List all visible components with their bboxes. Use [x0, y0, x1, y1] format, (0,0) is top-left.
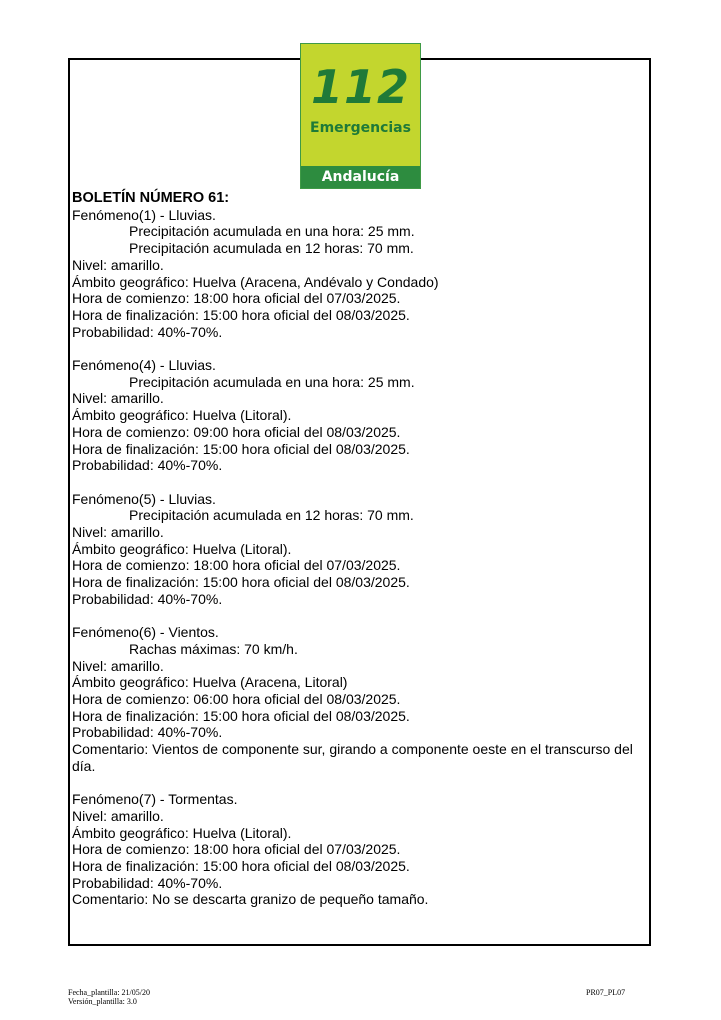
- phenomenon-probability: Probabilidad: 40%-70%.: [72, 457, 223, 474]
- phenomenon-end: Hora de finalización: 15:00 hora oficial del 08/03/2025.: [72, 858, 410, 875]
- phenomenon-start: Hora de comienzo: 06:00 hora oficial del 08/03/2025.: [72, 691, 401, 708]
- bulletin-body: [72, 190, 644, 908]
- logo-112-emergencias-andalucia: [300, 43, 421, 189]
- phenomenon-end: Hora de finalización: 15:00 hora oficial del 08/03/2025.: [72, 574, 410, 591]
- phenomenon-probability: Probabilidad: 40%-70%.: [72, 874, 223, 891]
- phenomenon-detail: Precipitación acumulada en una hora: 25 mm.: [129, 373, 415, 390]
- footer-template-info: [68, 988, 150, 1006]
- logo-region: Andalucía: [301, 166, 420, 188]
- footer-template-date: Fecha_plantilla: 21/05/20: [68, 988, 150, 997]
- phenomenon-scope: Ámbito geográfico: Huelva (Litoral).: [72, 540, 292, 557]
- phenomenon-comment: Comentario: No se descarta granizo de pequeño tamaño.: [72, 891, 429, 908]
- phenomenon-level: Nivel: amarillo.: [72, 390, 164, 407]
- phenomenon-end: Hora de finalización: 15:00 hora oficial del 08/03/2025.: [72, 440, 410, 457]
- phenomenon-end: Hora de finalización: 15:00 hora oficial del 08/03/2025.: [72, 306, 410, 323]
- phenomenon-start: Hora de comienzo: 18:00 hora oficial del 07/03/2025.: [72, 841, 401, 858]
- phenomenon-scope: Ámbito geográfico: Huelva (Aracena, Litoral): [72, 674, 348, 691]
- phenomenon-level: Nivel: amarillo.: [72, 657, 164, 674]
- phenomenon-detail: Precipitación acumulada en 12 horas: 70 mm.: [129, 507, 414, 524]
- phenomenon-title: Fenómeno(5) - Lluvias.: [72, 490, 216, 507]
- phenomenon-probability: Probabilidad: 40%-70%.: [72, 724, 223, 741]
- phenomenon-start: Hora de comienzo: 09:00 hora oficial del 08/03/2025.: [72, 423, 401, 440]
- logo-subtitle: Emergencias: [310, 120, 411, 136]
- phenomenon-scope: Ámbito geográfico: Huelva (Litoral).: [72, 407, 292, 424]
- phenomenon-level: Nivel: amarillo.: [72, 256, 164, 273]
- phenomenon-title: Fenómeno(4) - Lluvias.: [72, 357, 216, 374]
- phenomenon-title: Fenómeno(6) - Vientos.: [72, 624, 219, 641]
- phenomenon-end: Hora de finalización: 15:00 hora oficial del 08/03/2025.: [72, 707, 410, 724]
- phenomenon-probability: Probabilidad: 40%-70%.: [72, 323, 223, 340]
- phenomenon-detail: Precipitación acumulada en una hora: 25 mm.: [129, 223, 415, 240]
- bulletin-heading: BOLETÍN NÚMERO 61:: [72, 190, 230, 206]
- phenomenon-title: Fenómeno(1) - Lluvias.: [72, 206, 216, 223]
- phenomenon-title: Fenómeno(7) - Tormentas.: [72, 791, 238, 808]
- footer-template-version: Versión_plantilla: 3.0: [68, 997, 137, 1006]
- logo-number: 112: [310, 60, 411, 114]
- phenomenon-detail: Precipitación acumulada en 12 horas: 70 mm.: [129, 240, 414, 257]
- phenomenon-start: Hora de comienzo: 18:00 hora oficial del 07/03/2025.: [72, 290, 401, 307]
- phenomenon-scope: Ámbito geográfico: Huelva (Aracena, Andévalo y Condado): [72, 273, 439, 290]
- footer-document-code: PR07_PL07: [586, 988, 626, 997]
- phenomenon-detail: Rachas máximas: 70 km/h.: [129, 640, 298, 657]
- phenomenon-level: Nivel: amarillo.: [72, 524, 164, 541]
- phenomenon-scope: Ámbito geográfico: Huelva (Litoral).: [72, 824, 292, 841]
- phenomenon-comment: Comentario: Vientos de componente sur, girando a componente oeste en el transcurso del día.: [72, 741, 633, 774]
- phenomenon-level: Nivel: amarillo.: [72, 807, 164, 824]
- phenomenon-probability: Probabilidad: 40%-70%.: [72, 590, 223, 607]
- phenomenon-start: Hora de comienzo: 18:00 hora oficial del 07/03/2025.: [72, 557, 401, 574]
